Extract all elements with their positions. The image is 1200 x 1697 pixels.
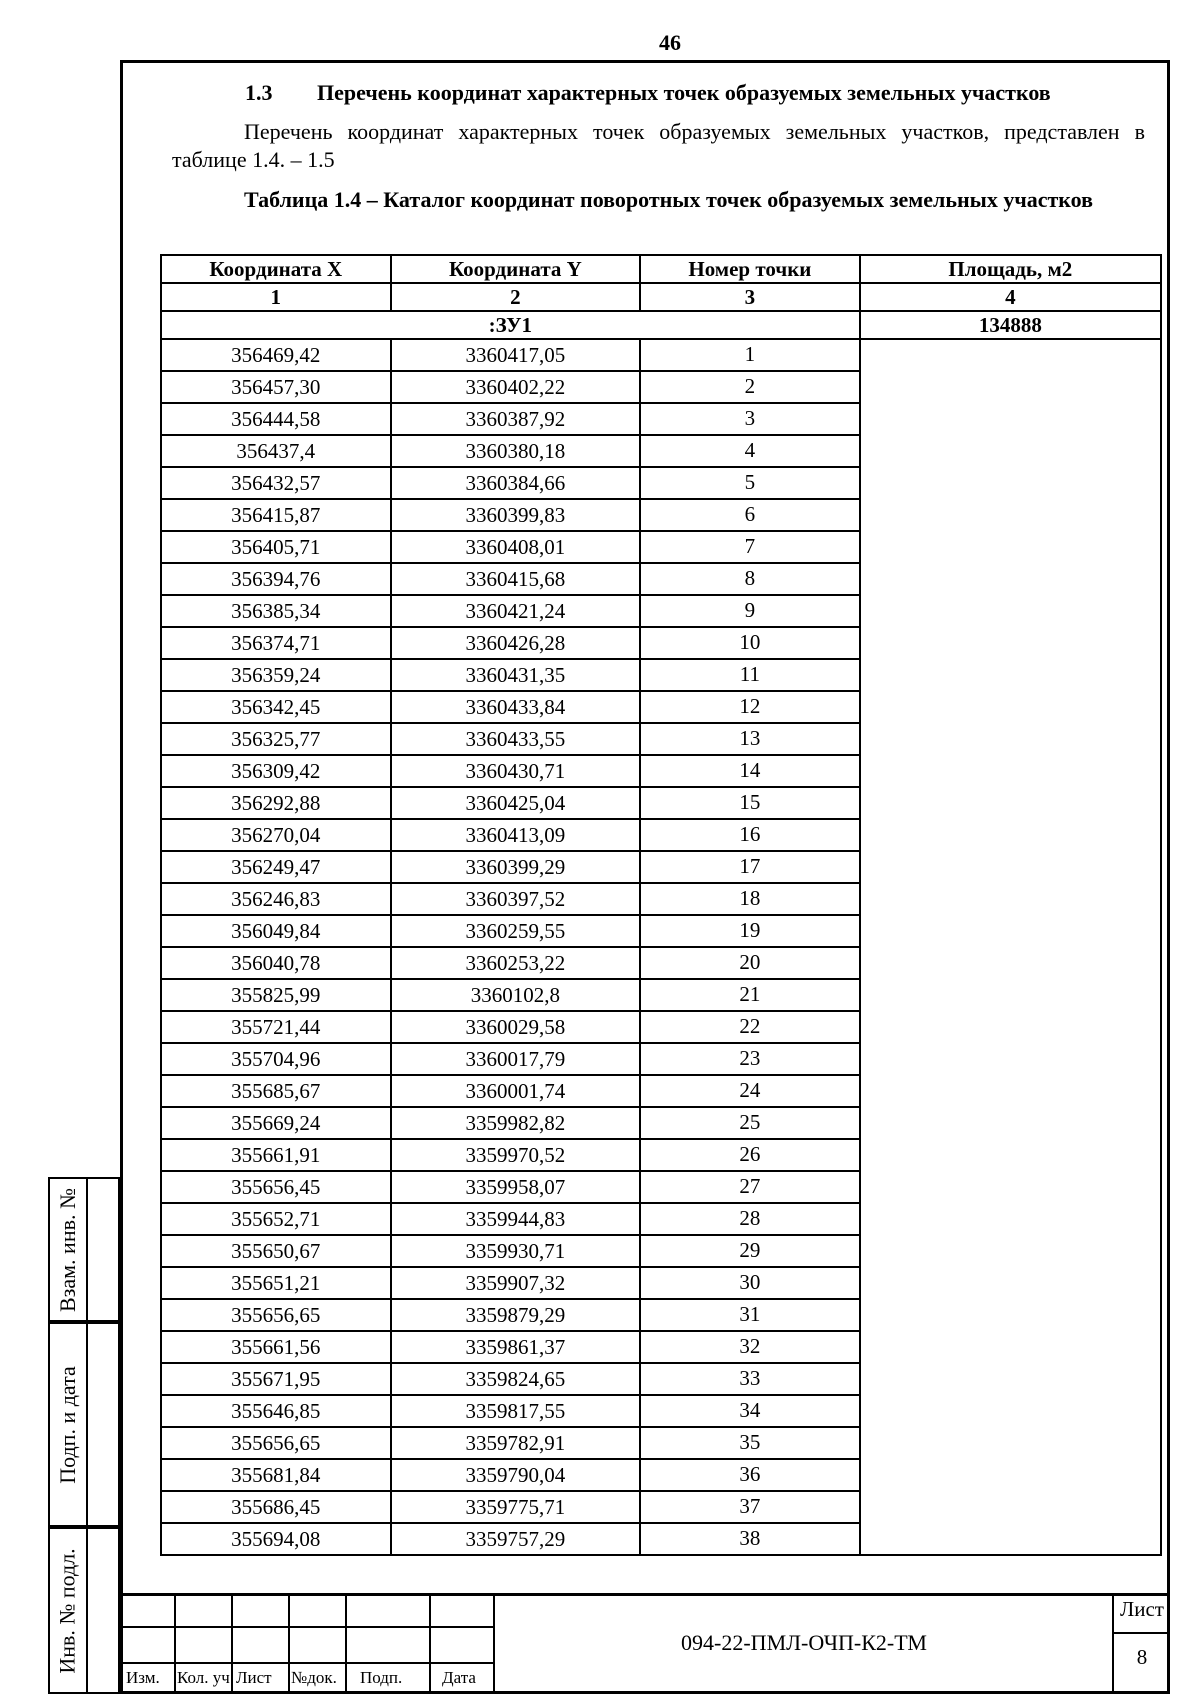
point-number: 34 xyxy=(640,1395,859,1427)
coordinate-y: 3360415,68 xyxy=(391,563,641,595)
coordinate-x: 355669,24 xyxy=(161,1107,391,1139)
coordinate-x: 356405,71 xyxy=(161,531,391,563)
group-row xyxy=(161,311,1161,339)
coordinate-y: 3359757,29 xyxy=(391,1523,641,1555)
point-number: 13 xyxy=(640,723,859,755)
coordinate-x: 356457,30 xyxy=(161,371,391,403)
coordinate-x: 356432,57 xyxy=(161,467,391,499)
point-number: 11 xyxy=(640,659,859,691)
section-heading xyxy=(245,80,1051,106)
group-label: :ЗУ1 xyxy=(161,311,860,339)
sheet-label: Лист xyxy=(1120,1597,1164,1621)
point-number: 7 xyxy=(640,531,859,563)
coordinate-x: 356437,4 xyxy=(161,435,391,467)
header-row xyxy=(161,255,1161,283)
coordinate-x: 355656,45 xyxy=(161,1171,391,1203)
column-number: 3 xyxy=(640,283,859,311)
table-row xyxy=(161,339,1161,371)
side-label-vzam: Взам. инв. № xyxy=(55,1187,81,1312)
point-number: 27 xyxy=(640,1171,859,1203)
point-number: 36 xyxy=(640,1459,859,1491)
section-title: Перечень координат характерных точек образуемых земельных участков xyxy=(317,80,1051,105)
point-number: 2 xyxy=(640,371,859,403)
stamp-label-list: Лист xyxy=(236,1668,272,1687)
coordinate-x: 356469,42 xyxy=(161,339,391,371)
coordinate-x: 355685,67 xyxy=(161,1075,391,1107)
coordinate-y: 3360259,55 xyxy=(391,915,641,947)
coordinate-y: 3360402,22 xyxy=(391,371,641,403)
coordinate-y: 3360387,92 xyxy=(391,403,641,435)
point-number: 24 xyxy=(640,1075,859,1107)
coordinate-y: 3360399,83 xyxy=(391,499,641,531)
side-box-podp xyxy=(48,1322,120,1527)
coordinate-y: 3360431,35 xyxy=(391,659,641,691)
coordinate-x: 355652,71 xyxy=(161,1203,391,1235)
coordinate-y: 3359817,55 xyxy=(391,1395,641,1427)
stamp-label-kol: Кол. уч xyxy=(177,1668,230,1687)
header-area: Площадь, м2 xyxy=(860,255,1161,283)
point-number: 9 xyxy=(640,595,859,627)
point-number: 4 xyxy=(640,435,859,467)
point-number: 19 xyxy=(640,915,859,947)
coordinate-y: 3360399,29 xyxy=(391,851,641,883)
coordinate-x: 355651,21 xyxy=(161,1267,391,1299)
coordinate-y: 3359824,65 xyxy=(391,1363,641,1395)
coordinate-y: 3360433,84 xyxy=(391,691,641,723)
coordinate-y: 3359861,37 xyxy=(391,1331,641,1363)
header-y: Координата Y xyxy=(391,255,641,283)
coordinate-y: 3360029,58 xyxy=(391,1011,641,1043)
coordinate-x: 355681,84 xyxy=(161,1459,391,1491)
coordinate-y: 3360253,22 xyxy=(391,947,641,979)
coordinate-y: 3360102,8 xyxy=(391,979,641,1011)
coordinate-y: 3360001,74 xyxy=(391,1075,641,1107)
point-number: 18 xyxy=(640,883,859,915)
coordinate-y: 3360397,52 xyxy=(391,883,641,915)
point-number: 38 xyxy=(640,1523,859,1555)
point-number: 21 xyxy=(640,979,859,1011)
point-number: 22 xyxy=(640,1011,859,1043)
coordinate-y: 3360413,09 xyxy=(391,819,641,851)
point-number: 31 xyxy=(640,1299,859,1331)
coordinate-x: 356394,76 xyxy=(161,563,391,595)
coordinate-x: 356309,42 xyxy=(161,755,391,787)
coordinate-y: 3359775,71 xyxy=(391,1491,641,1523)
side-label-podp: Подп. и дата xyxy=(55,1365,80,1484)
coordinate-y: 3360408,01 xyxy=(391,531,641,563)
coordinate-x: 355825,99 xyxy=(161,979,391,1011)
coordinate-x: 355661,56 xyxy=(161,1331,391,1363)
coordinate-x: 355661,91 xyxy=(161,1139,391,1171)
stamp-label-ndok: №док. xyxy=(291,1668,337,1687)
point-number: 12 xyxy=(640,691,859,723)
coordinate-y: 3359907,32 xyxy=(391,1267,641,1299)
side-box-inv xyxy=(48,1527,120,1694)
coordinate-x: 355694,08 xyxy=(161,1523,391,1555)
group-area: 134888 xyxy=(860,311,1161,339)
coordinate-x: 356249,47 xyxy=(161,851,391,883)
coordinate-x: 356342,45 xyxy=(161,691,391,723)
coordinate-y: 3359790,04 xyxy=(391,1459,641,1491)
coordinate-y: 3359782,91 xyxy=(391,1427,641,1459)
coordinate-y: 3359944,83 xyxy=(391,1203,641,1235)
point-number: 26 xyxy=(640,1139,859,1171)
coordinate-y: 3359930,71 xyxy=(391,1235,641,1267)
sheet-number: 8 xyxy=(1136,1645,1148,1669)
coordinate-x: 356359,24 xyxy=(161,659,391,691)
point-number: 3 xyxy=(640,403,859,435)
coordinate-x: 356374,71 xyxy=(161,627,391,659)
point-number: 23 xyxy=(640,1043,859,1075)
column-number-row xyxy=(161,283,1161,311)
point-number: 5 xyxy=(640,467,859,499)
point-number: 16 xyxy=(640,819,859,851)
column-number: 1 xyxy=(161,283,391,311)
column-number: 2 xyxy=(391,283,641,311)
point-number: 14 xyxy=(640,755,859,787)
coordinate-y: 3360433,55 xyxy=(391,723,641,755)
area-cell xyxy=(860,339,1161,1555)
coordinate-y: 3360417,05 xyxy=(391,339,641,371)
stamp-label-podp: Подп. xyxy=(360,1668,403,1687)
point-number: 32 xyxy=(640,1331,859,1363)
coordinate-x: 355671,95 xyxy=(161,1363,391,1395)
header-point-number: Номер точки xyxy=(640,255,859,283)
coordinate-y: 3360421,24 xyxy=(391,595,641,627)
point-number: 8 xyxy=(640,563,859,595)
column-number: 4 xyxy=(860,283,1161,311)
point-number: 33 xyxy=(640,1363,859,1395)
point-number: 29 xyxy=(640,1235,859,1267)
coordinate-y: 3360425,04 xyxy=(391,787,641,819)
coordinate-y: 3359958,07 xyxy=(391,1171,641,1203)
coordinate-x: 355646,85 xyxy=(161,1395,391,1427)
coordinate-x: 355721,44 xyxy=(161,1011,391,1043)
coordinate-x: 356325,77 xyxy=(161,723,391,755)
point-number: 25 xyxy=(640,1107,859,1139)
intro-paragraph: Перечень координат характерных точек образуемых земельных участков, представлен в таблице 1.4. – 1.5 xyxy=(172,119,1145,172)
point-number: 10 xyxy=(640,627,859,659)
point-number: 20 xyxy=(640,947,859,979)
coordinate-x: 355656,65 xyxy=(161,1427,391,1459)
stamp-label-data: Дата xyxy=(442,1668,476,1687)
coordinate-x: 356246,83 xyxy=(161,883,391,915)
coordinate-x: 356415,87 xyxy=(161,499,391,531)
coordinate-y: 3359970,52 xyxy=(391,1139,641,1171)
coordinate-x: 356385,34 xyxy=(161,595,391,627)
coordinate-y: 3359879,29 xyxy=(391,1299,641,1331)
header-x: Координата X xyxy=(161,255,391,283)
document-code: 094-22-ПМЛ-ОЧП-К2-ТМ xyxy=(681,1630,927,1655)
coordinate-y: 3360384,66 xyxy=(391,467,641,499)
coordinate-x: 355686,45 xyxy=(161,1491,391,1523)
coordinate-y: 3360430,71 xyxy=(391,755,641,787)
coordinate-y: 3360380,18 xyxy=(391,435,641,467)
point-number: 30 xyxy=(640,1267,859,1299)
side-label-inv: Инв. № подл. xyxy=(55,1547,81,1674)
coordinate-y: 3360017,79 xyxy=(391,1043,641,1075)
point-number: 6 xyxy=(640,499,859,531)
coordinate-x: 356444,58 xyxy=(161,403,391,435)
coordinate-x: 355650,67 xyxy=(161,1235,391,1267)
coordinate-y: 3359982,82 xyxy=(391,1107,641,1139)
coordinates-table xyxy=(160,254,1162,1556)
point-number: 15 xyxy=(640,787,859,819)
point-number: 37 xyxy=(640,1491,859,1523)
coordinate-x: 356040,78 xyxy=(161,947,391,979)
table-caption: Таблица 1.4 – Каталог координат поворотных точек образуемых земельных участков xyxy=(244,187,1094,212)
coordinate-x: 355704,96 xyxy=(161,1043,391,1075)
coordinate-x: 355656,65 xyxy=(161,1299,391,1331)
coordinate-y: 3360426,28 xyxy=(391,627,641,659)
point-number: 1 xyxy=(640,339,859,371)
point-number: 17 xyxy=(640,851,859,883)
section-number: 1.3 xyxy=(245,80,273,105)
point-number: 35 xyxy=(640,1427,859,1459)
side-box-vzam xyxy=(48,1177,120,1322)
coordinate-x: 356049,84 xyxy=(161,915,391,947)
coordinate-x: 356292,88 xyxy=(161,787,391,819)
stamp-label-izm: Изм. xyxy=(126,1668,160,1687)
page-number: 46 xyxy=(659,30,681,55)
coordinate-x: 356270,04 xyxy=(161,819,391,851)
point-number: 28 xyxy=(640,1203,859,1235)
